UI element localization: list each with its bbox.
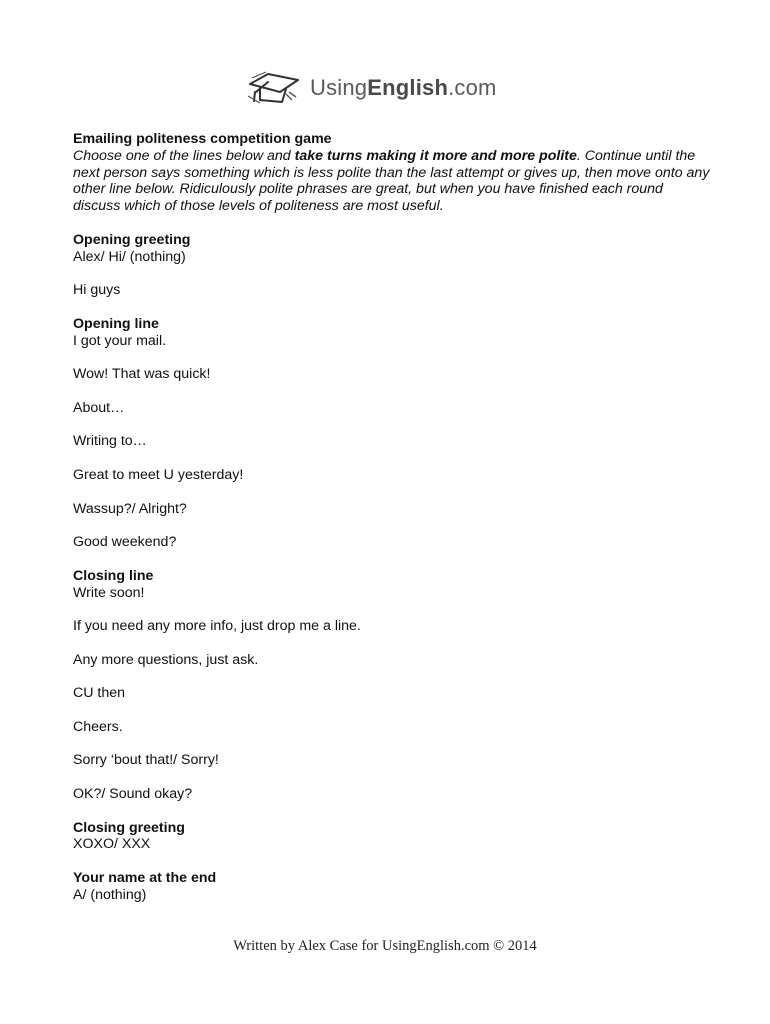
list-item: Any more questions, just ask.	[73, 651, 259, 668]
list-item: CU then	[73, 685, 126, 702]
list-item: Great to meet U yesterday!	[73, 466, 244, 483]
section-closing-greeting	[73, 820, 713, 854]
page-footer: Written by Alex Case for UsingEnglish.com © 2014	[233, 938, 537, 954]
instructions-part2: . Continue until the next person says something which is less polite than the last attempt or gives up, then move onto any other line below. Ridiculously polite phrases are great, but when you have finished each round discuss which of those levels of politeness are most useful.	[73, 147, 710, 215]
list-item: Wow! That was quick!	[73, 366, 211, 383]
list-item: About…	[73, 399, 125, 416]
section-heading: Opening greeting	[73, 231, 191, 248]
section-heading: Closing line	[73, 567, 154, 584]
list-item: Writing to…	[73, 433, 147, 450]
brand-name	[310, 75, 497, 101]
brand-regular: Using	[310, 75, 368, 100]
list-item: Write soon!	[73, 584, 145, 601]
list-item: A/ (nothing)	[73, 886, 147, 903]
instructions-part1: Choose one of the lines below and	[73, 147, 295, 164]
mortarboard-icon	[246, 70, 302, 106]
list-item: Hi guys	[73, 282, 121, 299]
worksheet-instructions	[73, 148, 713, 215]
section-opening-greeting	[73, 232, 713, 299]
worksheet-title: Emailing politeness competition game	[73, 131, 332, 147]
list-item: Sorry ‘bout that!/ Sorry!	[73, 752, 219, 769]
section-heading: Opening line	[73, 315, 159, 332]
list-item: Wassup?/ Alright?	[73, 500, 187, 517]
section-closing-line	[73, 568, 713, 803]
list-item: OK?/ Sound okay?	[73, 786, 193, 803]
section-heading: Your name at the end	[73, 870, 217, 887]
list-item: Alex/ Hi/ (nothing)	[73, 248, 186, 265]
section-your-name	[73, 870, 713, 904]
list-item: If you need any more info, just drop me a line.	[73, 618, 361, 635]
section-heading: Closing greeting	[73, 819, 185, 836]
worksheet-content	[73, 131, 713, 904]
brand-suffix: .com	[448, 75, 497, 100]
section-opening-line	[73, 316, 713, 551]
instructions-emphasis: take turns making it more and more polite	[294, 147, 577, 164]
list-item: XOXO/ XXX	[73, 836, 151, 853]
list-item: Good weekend?	[73, 534, 177, 551]
site-logo	[246, 68, 497, 108]
list-item: Cheers.	[73, 718, 123, 735]
list-item: I got your mail.	[73, 332, 167, 349]
brand-bold: English	[367, 75, 449, 100]
